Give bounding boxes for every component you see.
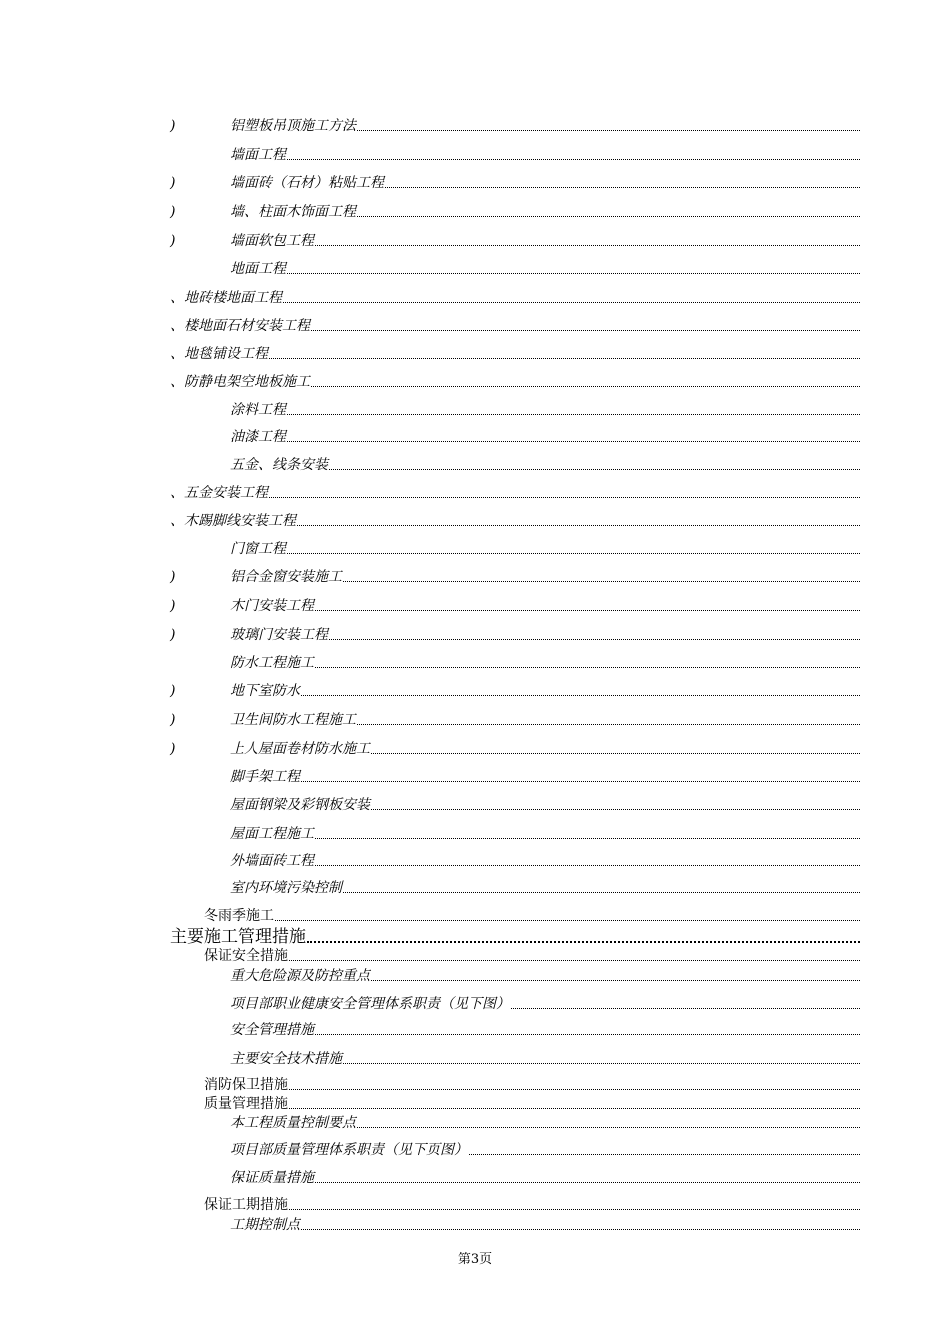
toc-entry-title: 主要施工管理措施 bbox=[170, 927, 306, 947]
toc-dot-leader bbox=[301, 778, 860, 782]
toc-entry[interactable] bbox=[170, 942, 860, 964]
toc-entry-title: 墙面工程 bbox=[230, 147, 286, 163]
toc-entry-title: 涂料工程 bbox=[230, 402, 286, 418]
toc-entry-title: 防水工程施工 bbox=[230, 655, 314, 671]
toc-dot-leader bbox=[511, 1005, 860, 1009]
toc-dot-leader bbox=[371, 750, 860, 754]
toc-entry-number: 、 bbox=[170, 346, 184, 362]
toc-entry-title: 保证工期措施 bbox=[204, 1197, 288, 1213]
toc-entry-title: 油漆工程 bbox=[230, 429, 286, 445]
toc-dot-leader bbox=[301, 692, 860, 696]
toc-dot-leader bbox=[287, 550, 860, 554]
toc-entry-title: 屋面工程施工 bbox=[230, 826, 314, 842]
toc-entry-title: 室内环境污染控制 bbox=[230, 880, 342, 896]
toc-entry[interactable] bbox=[170, 563, 860, 585]
toc-entry-title: 冬雨季施工 bbox=[204, 908, 274, 924]
toc-entry-title: 外墙面砖工程 bbox=[230, 853, 314, 869]
toc-entry-title: 项目部职业健康安全管理体系职责（见下图） bbox=[230, 996, 510, 1012]
toc-entry[interactable] bbox=[170, 649, 860, 671]
toc-entry-title: 地下室防水 bbox=[230, 683, 300, 699]
toc-entry-title: 门窗工程 bbox=[230, 541, 286, 557]
toc-dot-leader bbox=[357, 721, 860, 725]
toc-dot-leader bbox=[343, 578, 860, 582]
toc-dot-leader bbox=[315, 1031, 860, 1035]
toc-dot-leader bbox=[343, 1060, 860, 1064]
toc-entry-title: 上人屋面卷材防水施工 bbox=[230, 741, 370, 757]
toc-entry-title: 主要安全技术措施 bbox=[230, 1051, 342, 1067]
toc-dot-leader bbox=[287, 411, 860, 415]
toc-entry[interactable] bbox=[170, 255, 860, 277]
toc-entry-number: ) bbox=[170, 627, 176, 643]
toc-dot-leader bbox=[315, 1179, 860, 1183]
toc-entry[interactable] bbox=[170, 1045, 860, 1067]
toc-entry-number: ) bbox=[170, 233, 176, 249]
toc-entry[interactable] bbox=[170, 1164, 860, 1186]
toc-dot-leader bbox=[301, 1226, 860, 1230]
toc-dot-leader bbox=[269, 355, 860, 359]
toc-entry[interactable] bbox=[170, 735, 860, 757]
toc-dot-leader bbox=[357, 213, 860, 217]
toc-dot-leader bbox=[275, 917, 860, 921]
toc-dot-leader bbox=[287, 270, 860, 274]
toc-entry[interactable] bbox=[170, 962, 860, 984]
toc-entry-number: ) bbox=[170, 204, 176, 220]
toc-entry-number: 、 bbox=[170, 374, 184, 390]
toc-dot-leader bbox=[329, 466, 860, 470]
toc-entry[interactable] bbox=[170, 677, 860, 699]
toc-entry[interactable] bbox=[170, 368, 860, 390]
toc-entry-title: 地毯铺设工程 bbox=[184, 346, 268, 362]
page-number: 第3页 bbox=[457, 1252, 493, 1267]
toc-entry[interactable] bbox=[170, 112, 860, 134]
toc-entry[interactable] bbox=[170, 847, 860, 869]
toc-dot-leader bbox=[311, 327, 860, 331]
toc-entry[interactable] bbox=[170, 396, 860, 418]
toc-entry-title: 木踢脚线安装工程 bbox=[184, 513, 296, 529]
toc-entry-title: 木门安装工程 bbox=[230, 598, 314, 614]
toc-entry-number: 、 bbox=[170, 318, 184, 334]
toc-dot-leader bbox=[315, 242, 860, 246]
toc-dot-leader bbox=[315, 664, 860, 668]
toc-entry-number: 、 bbox=[170, 513, 184, 529]
toc-entry-title: 重大危险源及防控重点 bbox=[230, 968, 370, 984]
toc-dot-leader bbox=[371, 977, 860, 981]
toc-entry-title: 墙、柱面木饰面工程 bbox=[230, 204, 356, 220]
toc-entry-title: 铝合金窗安装施工 bbox=[230, 569, 342, 585]
toc-entry[interactable] bbox=[170, 198, 860, 220]
toc-entry-title: 五金安装工程 bbox=[184, 485, 268, 501]
toc-dot-leader bbox=[357, 127, 860, 131]
toc-entry-number: ) bbox=[170, 741, 176, 757]
toc-entry[interactable] bbox=[170, 990, 860, 1012]
toc-entry-title: 墙面砖（石材）粘贴工程 bbox=[230, 175, 384, 191]
toc-entry[interactable] bbox=[170, 874, 860, 896]
page-footer bbox=[0, 1248, 950, 1267]
toc-entry[interactable] bbox=[170, 1191, 860, 1213]
toc-entry[interactable] bbox=[170, 227, 860, 249]
toc-entry-number: ) bbox=[170, 683, 176, 699]
toc-dot-leader bbox=[385, 184, 860, 188]
toc-entry-number: 、 bbox=[170, 485, 184, 501]
toc-dot-leader bbox=[469, 1151, 860, 1155]
toc-entry-title: 保证质量措施 bbox=[230, 1170, 314, 1186]
toc-entry[interactable] bbox=[170, 592, 860, 614]
toc-dot-leader bbox=[357, 1124, 860, 1128]
toc-entry[interactable] bbox=[170, 141, 860, 163]
toc-entry[interactable] bbox=[170, 1211, 860, 1233]
toc-entry-title: 安全管理措施 bbox=[230, 1022, 314, 1038]
toc-entry-number: ) bbox=[170, 712, 176, 728]
toc-entry[interactable] bbox=[170, 340, 860, 362]
toc-entry-title: 屋面钢梁及彩钢板安装 bbox=[230, 797, 370, 813]
toc-dot-leader bbox=[315, 835, 860, 839]
toc-entry-title: 五金、线条安装 bbox=[230, 457, 328, 473]
toc-dot-leader bbox=[287, 156, 860, 160]
toc-entry[interactable] bbox=[170, 479, 860, 501]
toc-dot-leader bbox=[289, 957, 860, 961]
toc-dot-leader bbox=[329, 636, 860, 640]
toc-entry[interactable] bbox=[170, 423, 860, 445]
toc-entry-title: 地面工程 bbox=[230, 261, 286, 277]
toc-dot-leader bbox=[289, 1206, 860, 1210]
toc-entry[interactable] bbox=[170, 507, 860, 529]
toc-entry[interactable] bbox=[170, 902, 860, 924]
toc-dot-leader bbox=[315, 607, 860, 611]
toc-entry-title: 消防保卫措施 bbox=[204, 1077, 288, 1093]
toc-entry-title: 铝塑板吊顶施工方法 bbox=[230, 118, 356, 134]
toc-dot-leader bbox=[283, 299, 860, 303]
toc-entry-title: 楼地面石材安装工程 bbox=[184, 318, 310, 334]
toc-entry-number: ) bbox=[170, 175, 176, 191]
toc-entry[interactable] bbox=[170, 621, 860, 643]
toc-entry-title: 质量管理措施 bbox=[204, 1096, 288, 1112]
toc-dot-leader bbox=[311, 383, 860, 387]
toc-entry[interactable] bbox=[170, 284, 860, 306]
toc-entry-number: ) bbox=[170, 598, 176, 614]
toc-entry-title: 玻璃门安装工程 bbox=[230, 627, 328, 643]
toc-entry-title: 墙面软包工程 bbox=[230, 233, 314, 249]
toc-entry-title: 本工程质量控制要点 bbox=[230, 1115, 356, 1131]
toc-entry[interactable] bbox=[170, 706, 860, 728]
toc-entry-title: 卫生间防水工程施工 bbox=[230, 712, 356, 728]
toc-entry[interactable] bbox=[170, 312, 860, 334]
toc-entry-title: 工期控制点 bbox=[230, 1217, 300, 1233]
toc-entry[interactable] bbox=[170, 535, 860, 557]
toc-entry[interactable] bbox=[170, 820, 860, 842]
toc-entry-number: ) bbox=[170, 569, 176, 585]
toc-entry[interactable] bbox=[170, 763, 860, 785]
toc-entry-title: 项目部质量管理体系职责（见下页图） bbox=[230, 1142, 468, 1158]
toc-entry[interactable] bbox=[170, 451, 860, 473]
toc-dot-leader bbox=[287, 438, 860, 442]
toc-entry-title: 防静电架空地板施工 bbox=[184, 374, 310, 390]
toc-entry[interactable] bbox=[170, 1016, 860, 1038]
toc-entry[interactable] bbox=[170, 791, 860, 813]
toc-entry-title: 保证安全措施 bbox=[204, 948, 288, 964]
toc-entry-number: 、 bbox=[170, 290, 184, 306]
toc-dot-leader bbox=[371, 806, 860, 810]
toc-entry-title: 脚手架工程 bbox=[230, 769, 300, 785]
toc-entry[interactable] bbox=[170, 1136, 860, 1158]
toc-dot-leader bbox=[343, 889, 860, 893]
toc-dot-leader bbox=[297, 522, 860, 526]
toc-entry[interactable] bbox=[170, 1109, 860, 1131]
toc-entry[interactable] bbox=[170, 169, 860, 191]
toc-dot-leader bbox=[315, 862, 860, 866]
toc-entry-number: ) bbox=[170, 118, 176, 134]
toc-dot-leader bbox=[269, 494, 860, 498]
toc-entry-title: 地砖楼地面工程 bbox=[184, 290, 282, 306]
